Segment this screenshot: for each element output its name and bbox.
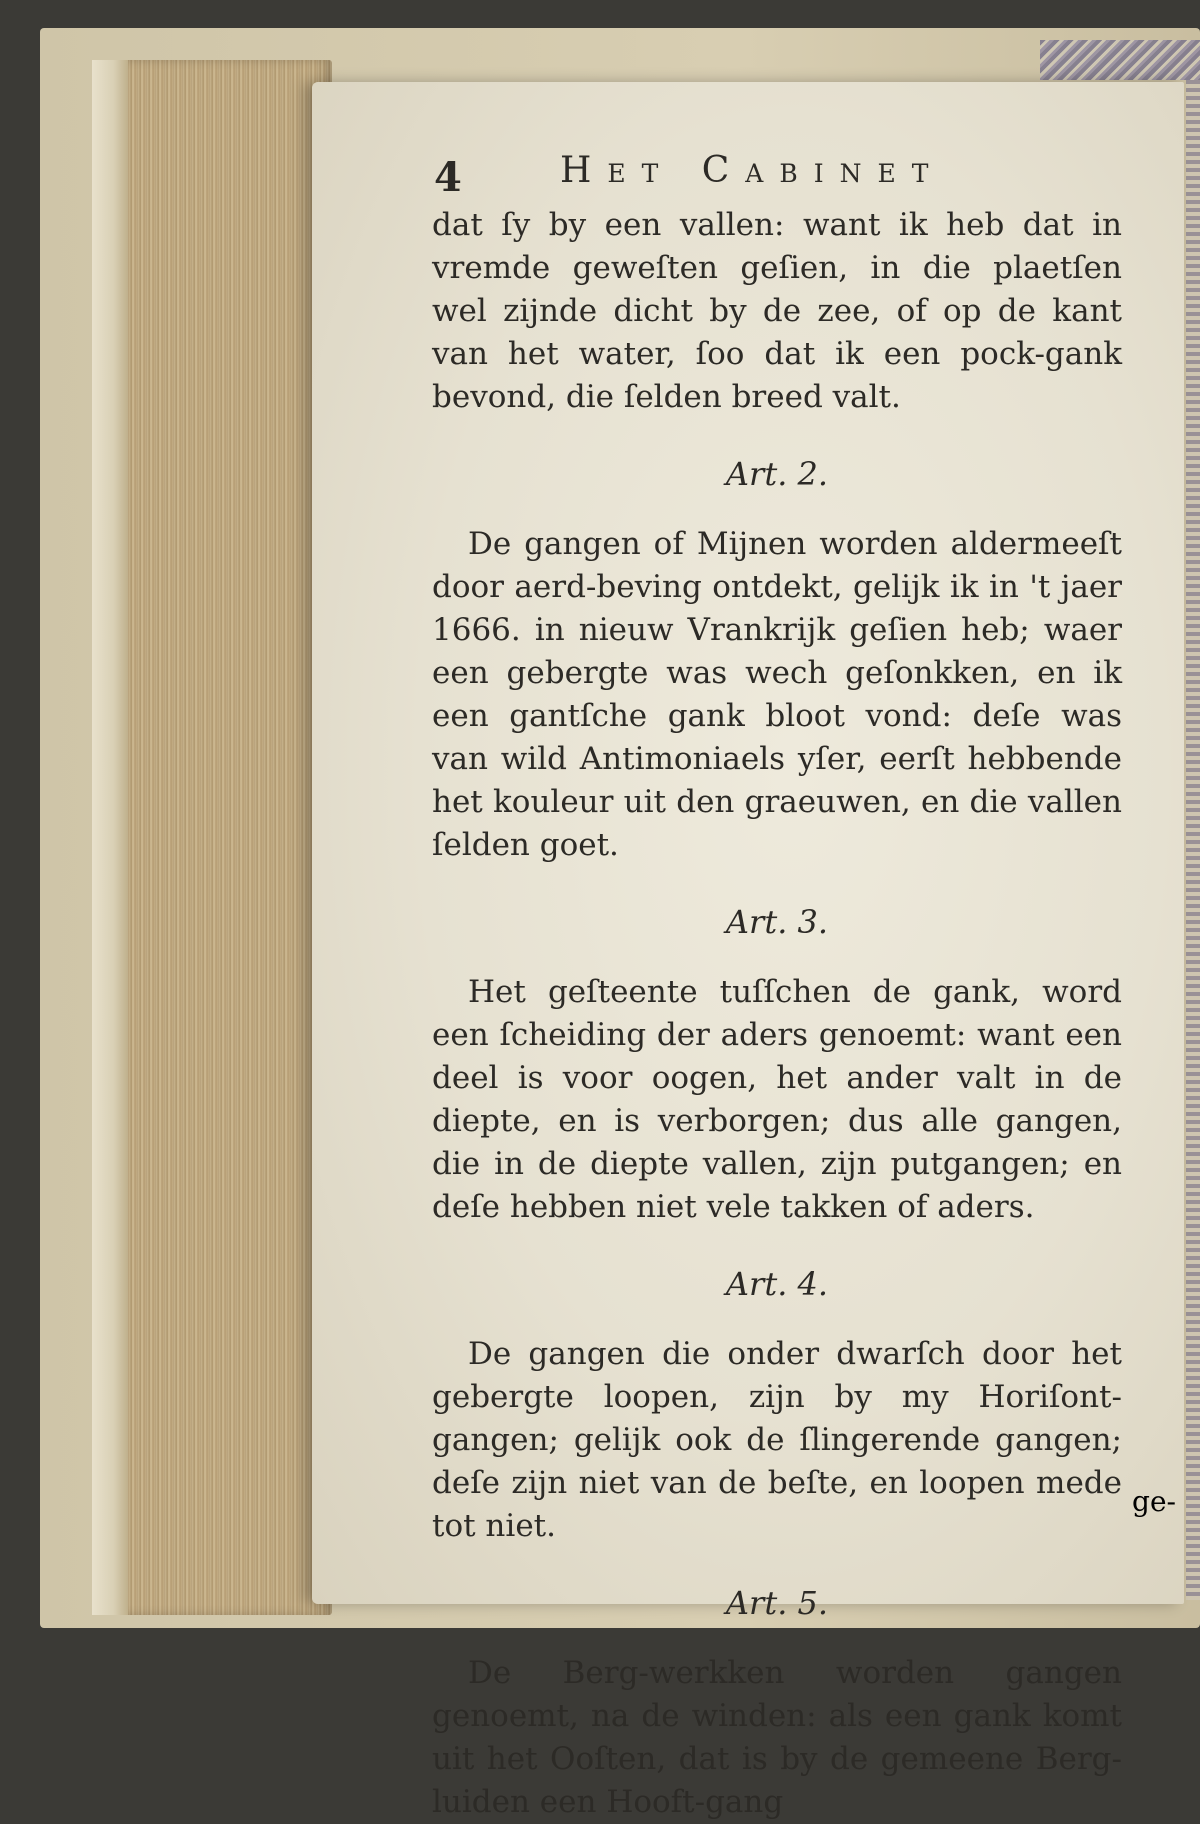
binding-thread [1040, 40, 1200, 80]
article-heading-2: Art. 2. [725, 455, 829, 493]
article-heading-3: Art. 3. [725, 903, 829, 941]
page-content [432, 144, 1122, 1824]
page-number: 4 [434, 154, 462, 201]
paragraph-1: dat ſy by een vallen: want ik heb dat in vremde geweſten geſien, in die plaetſen wel zijnde dicht by de zee, of op de kant van het water, ſoo dat ik een pock-gank bevond, die ſelden breed valt. [432, 207, 1122, 415]
paragraph-2: De gangen of Mijnen worden aldermeeſt door aerd-beving ontdekt, gelijk ik in 't jaer 1666. in nieuw Vrankrijk geſien heb; waer een gebergte was wech geſonkken, en ik een gantſche gank bloot vond: deſe was van wild Antimoniaels yſer, eerſt hebbende het kouleur uit den graeuwen, en die vallen ſelden goet. [432, 526, 1122, 863]
paragraph-3: Het geſteente tuſſchen de gank, word een ſcheiding der aders genoemt: want een deel is voor oogen, het ander valt in de diepte, en is verborgen; dus alle gangen, die in de diepte vallen, zijn putgangen; en deſe hebben niet vele takken of aders. [432, 974, 1122, 1225]
article-heading-4: Art. 4. [725, 1265, 829, 1303]
book-page [312, 82, 1184, 1820]
running-head [432, 144, 1122, 204]
catchword: ge- [1132, 1485, 1176, 1518]
paragraph-4: De gangen die onder dwarſch door het gebergte loopen, zijn by my Horiſont-gangen; gelijk ook de ſlingerende gangen; deſe zijn niet van de beſte, en loopen mede tot niet. [432, 1336, 1122, 1544]
article-heading-5: Art. 5. [725, 1584, 829, 1622]
binding-edge [1186, 80, 1200, 1600]
page-edges [92, 60, 332, 1615]
paragraph-5: De Berg-werkken worden gangen genoemt, na de winden: als een gank komt uit het Ooſten, dat is by de gemeene Berg-luiden een Hooft-gang [432, 1655, 1122, 1820]
running-title: Het Cabinet [560, 150, 945, 191]
